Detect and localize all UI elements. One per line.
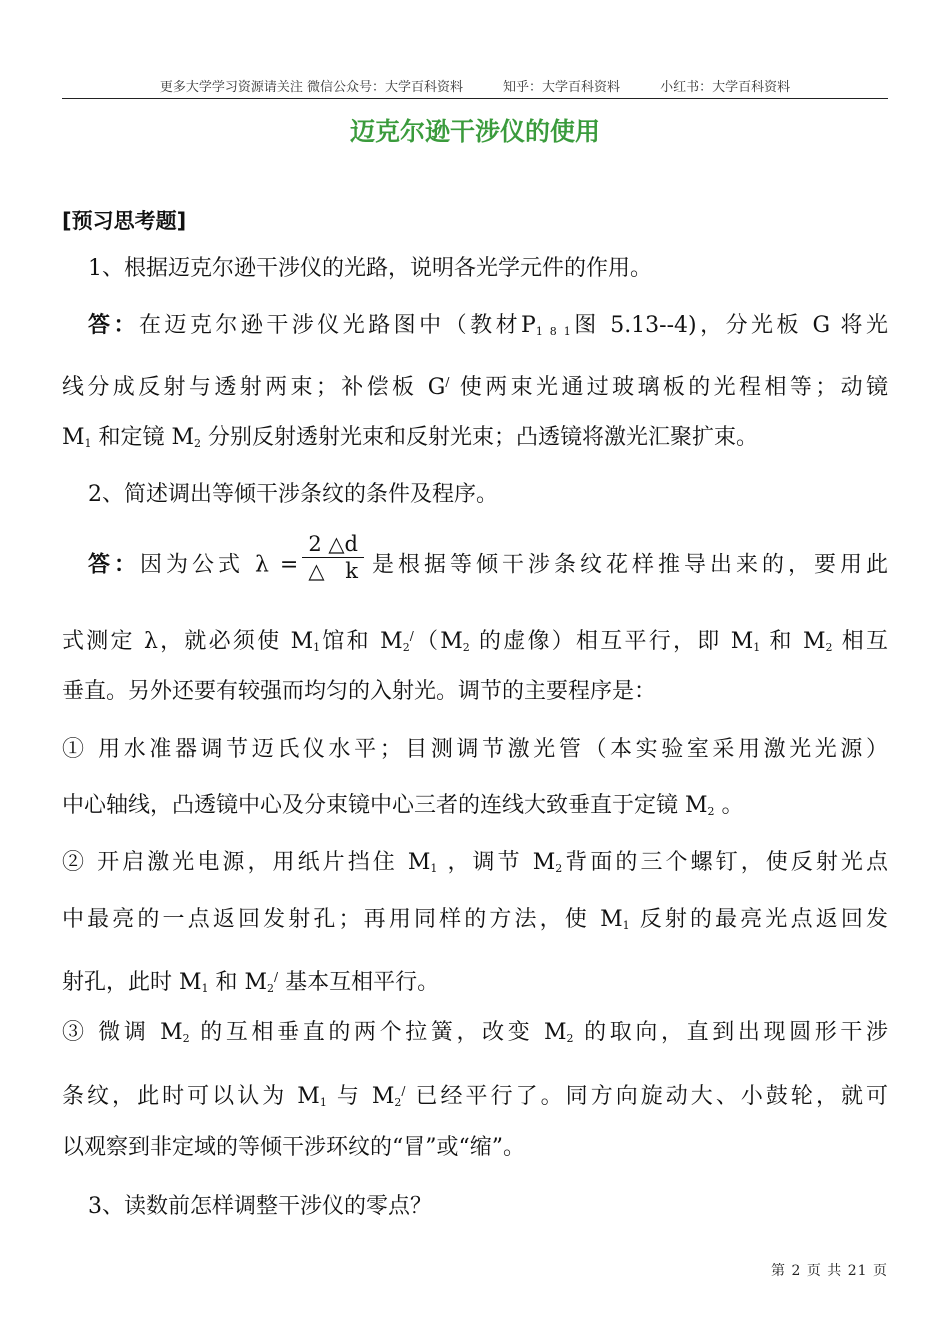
header-wechat: 更多大学学习资源请关注 微信公众号：大学百科资料 bbox=[159, 80, 464, 95]
step-2-line-1: ② 开启激光电源，用纸片挡住 $M_1$ ，调节 $M_2$背面的三个螺钉，使反射光点 bbox=[62, 850, 888, 875]
answer-1-line-1: 答：在迈克尔逊干涉仪光路图中（教材$P_{1 8 1}$图 5.13--4)，分光板 G 将光 bbox=[88, 313, 888, 338]
answer-1-line-2: 线分成反射与透射两束；补偿板 G/ 使两束光通过玻璃板的光程相等；动镜 bbox=[62, 375, 888, 400]
step-1-line-1: ① 用水准器调节迈氏仪水平；目测调节激光管（本实验室采用激光光源） bbox=[62, 737, 888, 762]
answer-2-line-1: 答：因为公式 λ = $\frac{2 \triangle d}{\triangle k}$ 是根据等倾干涉条纹花样推导出来的，要用此 bbox=[88, 532, 888, 583]
answer-1-line-3: $M_1$ 和定镜 $M_2$ 分别反射透射光束和反射光束；凸透镜将激光汇聚扩束。 bbox=[62, 425, 759, 450]
step-2-line-3: 射孔，此时 $M_1$ 和 $M_2^/$ 基本互相平行。 bbox=[62, 970, 440, 995]
section-heading: [预习思考题] bbox=[62, 209, 187, 233]
formula-denominator: △k bbox=[308, 559, 358, 583]
page-number: 第 2 页 共 21 页 bbox=[771, 1263, 888, 1279]
header-xiaohongshu: 小红书：大学百科资料 bbox=[660, 80, 791, 95]
step-3-line-2: 条纹，此时可以认为 $M_1$ 与 $M_2^/$ 已经平行了。同方向旋动大、小鼓轮，就可 bbox=[62, 1084, 889, 1109]
page-header bbox=[62, 76, 888, 99]
formula-numerator: 2 △d bbox=[302, 531, 364, 558]
step-3-line-1: ③ 微调 $M_2$ 的互相垂直的两个拉簧，改变 $M_2$ 的取向，直到出现圆形干涉 bbox=[62, 1020, 888, 1045]
answer-label: 答： bbox=[88, 552, 140, 578]
answer-2-line-3: 垂直。另外还要有较强而均匀的入射光。调节的主要程序是： bbox=[62, 679, 657, 704]
formula-fraction bbox=[302, 531, 364, 584]
step-1-line-2: 中心轴线，凸透镜中心及分束镜中心三者的连线大致垂直于定镜 $M_2$ 。 bbox=[62, 793, 744, 818]
answer-2-line-2: 式测定 λ，就必须使 $M_1$馆和 $M_2^/(M_2$ 的虚像）相互平行，即 $M_1$ 和 $M_2$ 相互 bbox=[62, 629, 889, 654]
question-3: 3、读数前怎样调整干涉仪的零点？ bbox=[88, 1194, 432, 1219]
answer-label: 答： bbox=[88, 313, 139, 338]
document-title: 迈克尔逊干涉仪的使用 bbox=[349, 117, 600, 146]
step-3-line-3: 以观察到非定域的等倾干涉环纹的“冒”或“缩”。 bbox=[62, 1135, 525, 1160]
question-1: 1、根据迈克尔逊干涉仪的光路，说明各光学元件的作用。 bbox=[88, 256, 652, 281]
question-2: 2、简述调出等倾干涉条纹的条件及程序。 bbox=[88, 482, 498, 507]
step-2-line-2: 中最亮的一点返回发射孔；再用同样的方法，使 $M_1$ 反射的最亮光点返回发 bbox=[62, 907, 888, 932]
header-zhihu: 知乎：大学百科资料 bbox=[503, 80, 621, 95]
